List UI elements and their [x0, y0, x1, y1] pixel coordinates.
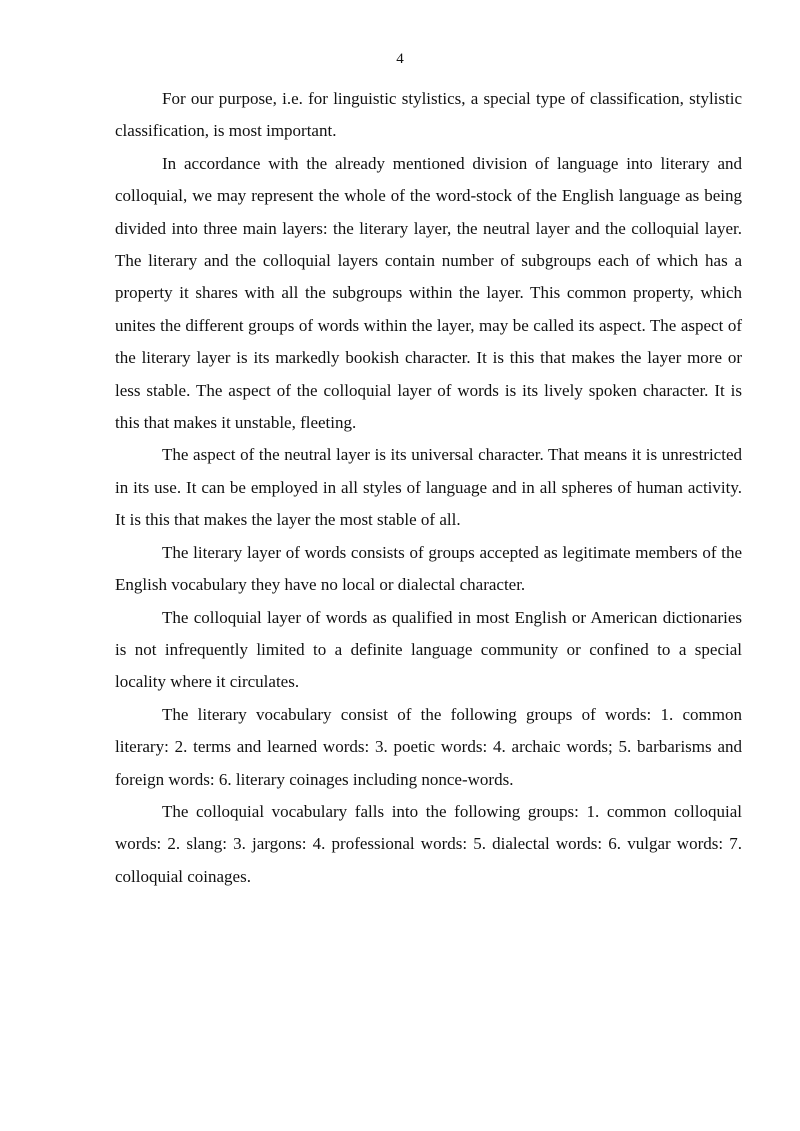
paragraph-literary-vocabulary: The literary vocabulary consist of the following groups of words: 1. common literary: 2. terms and learned words: 3. poetic words: 4. archaic words; 5. barbarisms and foreign words: 6. literary coinages including nonce-words. [115, 704, 742, 789]
paragraph-neutral-layer: The aspect of the neutral layer is its universal character. That means it is unrestricted in its use. It can be employed in all styles of language and in all spheres of human activity. It is this that makes the layer the most stable of all. [115, 445, 742, 530]
paragraph-colloquial-vocabulary: The colloquial vocabulary falls into the following groups: 1. common colloquial words: 2. slang: 3. jargons: 4. professional words: 5. dialectal words: 6. vulgar words: 7. colloquial coinages. [115, 801, 742, 886]
page-number: 4 [396, 51, 404, 67]
paragraph-colloquial-layer: The colloquial layer of words as qualified in most English or American dictionaries is not infrequently limited to a definite language community or confined to a special locality where it circulates. [115, 607, 742, 692]
paragraph-literary-layer: The literary layer of words consists of groups accepted as legitimate members of the English vocabulary they have no local or dialectal character. [115, 542, 742, 595]
paragraph-three-layers: In accordance with the already mentioned division of language into literary and colloquial, we may represent the whole of the word-stock of the English language as being divided into three main layers: the literary layer, the neutral layer and the colloquial layer. The literary and the colloquial layers contain number of subgroups each of which has a property it shares with all the subgroups within the layer. This common property, which unites the different groups of words within the layer, may be called its aspect. The aspect of the literary layer is its markedly bookish character. It is this that makes the layer more or less stable. The aspect of the colloquial layer of words is its lively spoken character. It is this that makes it unstable, fleeting. [115, 153, 742, 433]
paragraph-classification: For our purpose, i.e. for linguistic stylistics, a special type of classification, stylistic classification, is most important. [115, 89, 742, 141]
body-text [115, 83, 742, 893]
